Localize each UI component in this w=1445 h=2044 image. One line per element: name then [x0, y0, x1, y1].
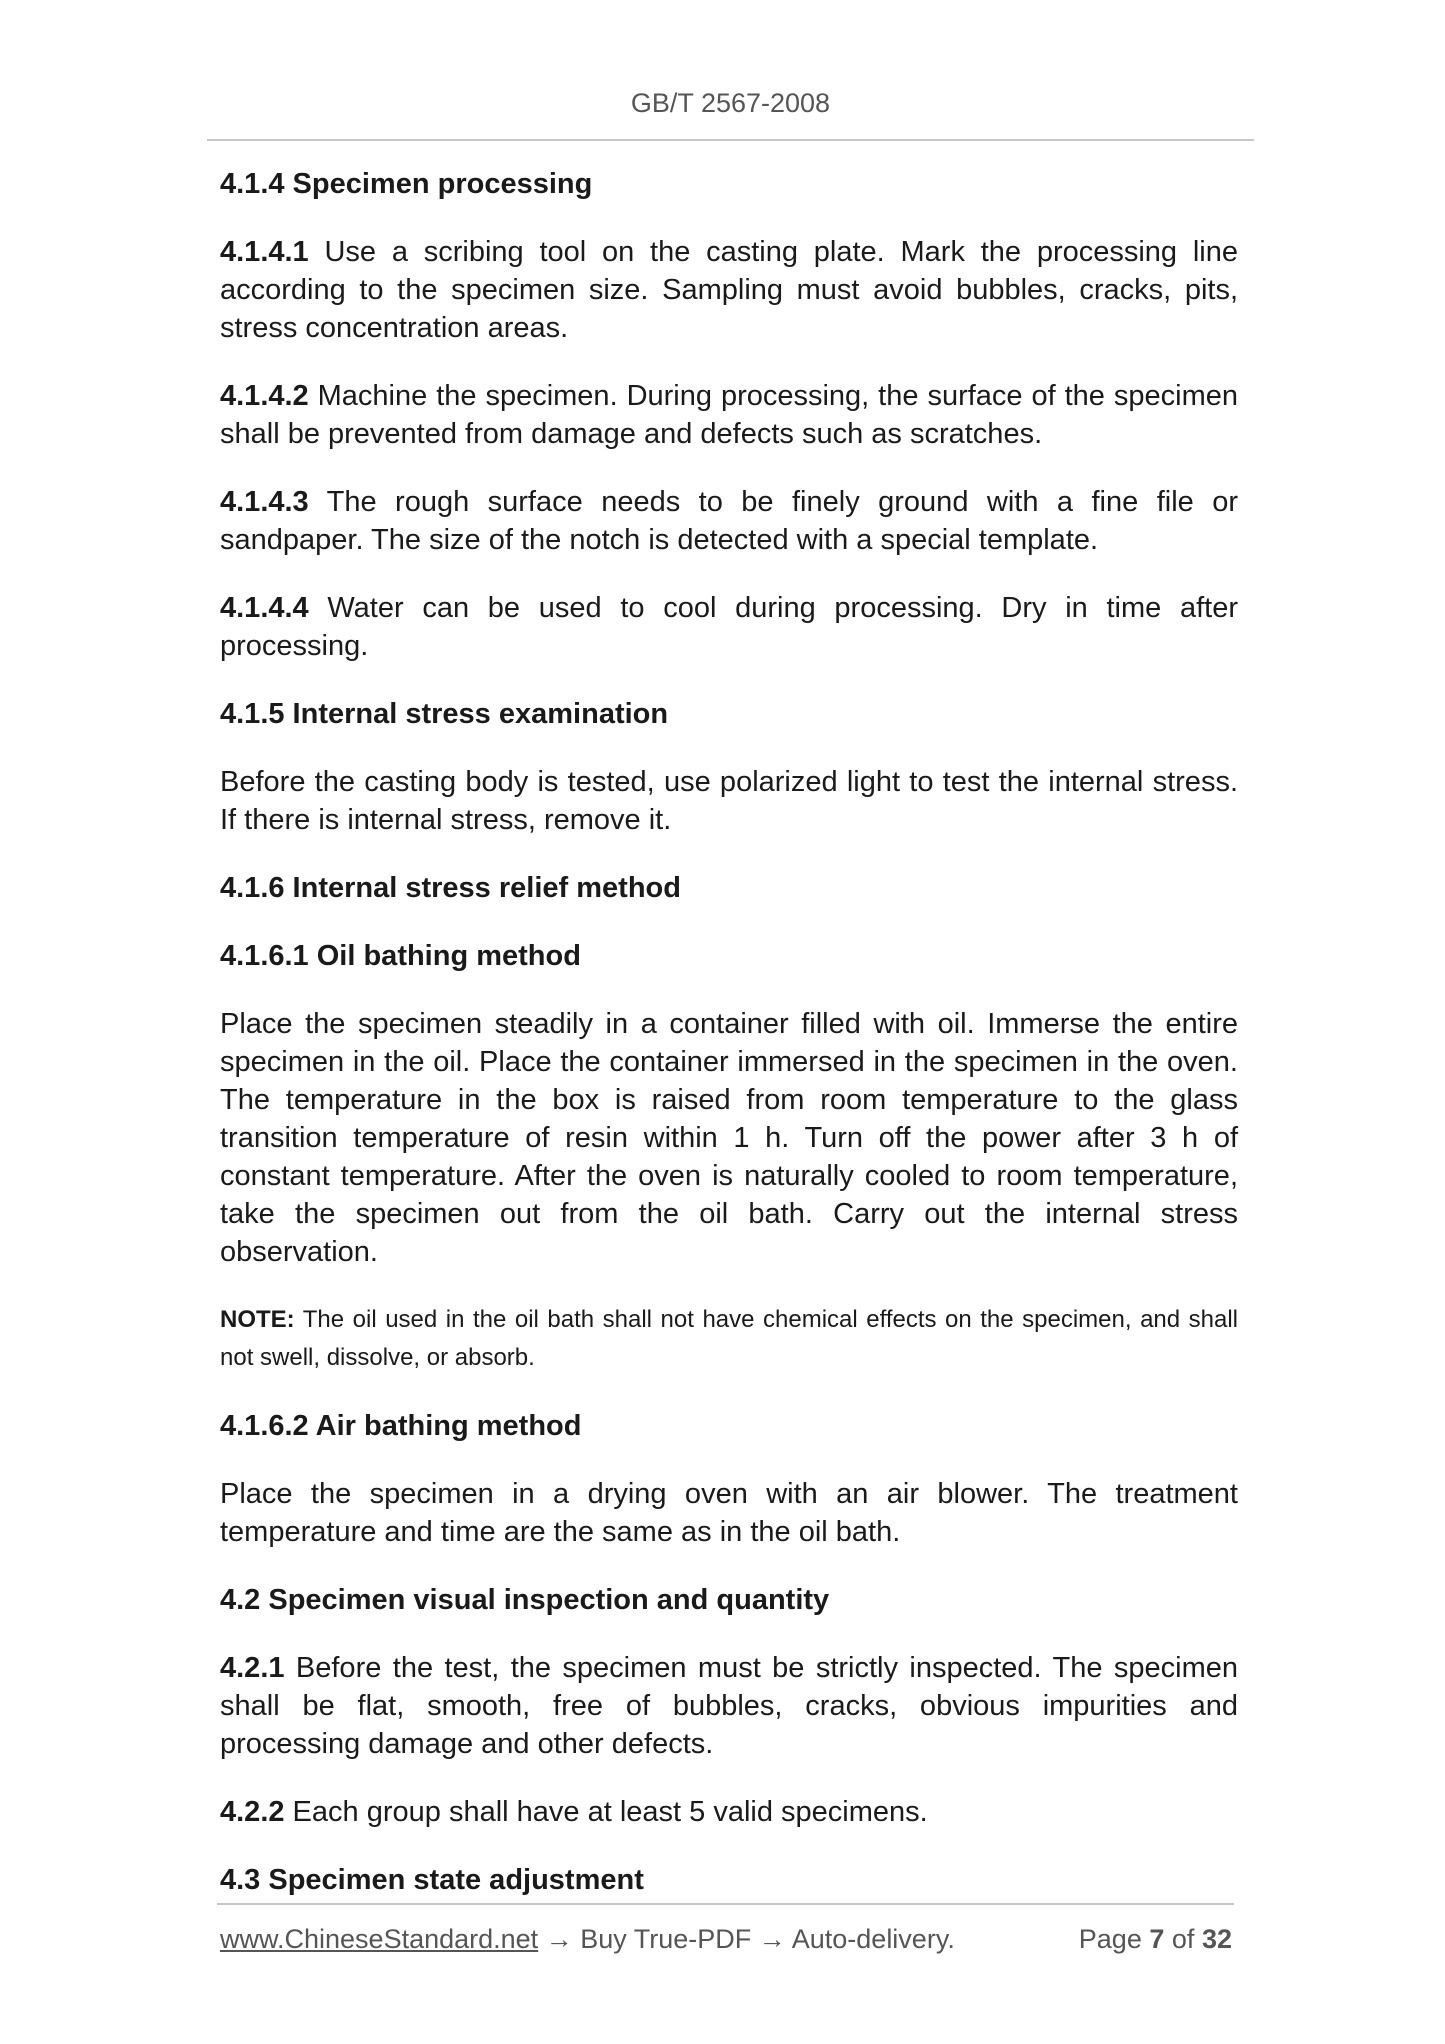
section-heading-4-2: 4.2 Specimen visual inspection and quantity: [220, 1584, 830, 1616]
clause-text: Before the test, the specimen must be strictly inspected. The specimen shall be flat, smooth, free of bubbles, cracks, obvious impurities and processing damage and other defects.: [220, 1652, 1238, 1760]
current-page: 7: [1149, 1924, 1165, 1954]
note-label: NOTE:: [220, 1306, 295, 1333]
paragraph-4-2-2: [220, 1793, 1238, 1831]
standard-code: GB/T 2567-2008: [630, 88, 831, 118]
section-heading-4-1-6: 4.1.6 Internal stress relief method: [220, 872, 681, 904]
page-of-label: of: [1171, 1924, 1195, 1954]
clause-number: 4.1.4.3: [220, 486, 309, 518]
paragraph-4-2-1: [220, 1649, 1238, 1763]
clause-number: 4.1.4.1: [220, 236, 309, 268]
document-body: [220, 165, 1238, 1929]
paragraph-4-1-6-2: Place the specimen in a drying oven with an air blower. The treatment temperature and time are the same as in the oil bath.: [220, 1478, 1238, 1548]
paragraph-4-1-6-1: Place the specimen steadily in a container filled with oil. Immerse the entire specimen in the oil. Place the container immersed in the specimen in the oven. The temperature in the box is raised from room temperature to the glass transition temperature of resin within 1 h. Turn off the power after 3 h of constant temperature. After the oven is naturally cooled to room temperature, take the specimen out from the oil bath. Carry out the internal stress observation.: [220, 1008, 1238, 1268]
clause-number: 4.1.4.2: [220, 380, 309, 412]
paragraph-4-1-4-2: [220, 377, 1238, 453]
clause-number: 4.1.4.4: [220, 592, 309, 624]
clause-number: 4.2.1: [220, 1652, 285, 1684]
page-header: [207, 88, 1254, 119]
clause-text: Use a scribing tool on the casting plate. Mark the processing line according to the specimen size. Sampling must avoid bubbles, cracks, pits, stress concentration areas.: [220, 236, 1238, 344]
section-heading-4-1-6-2: 4.1.6.2 Air bathing method: [220, 1410, 582, 1442]
section-heading-4-3: 4.3 Specimen state adjustment: [220, 1864, 644, 1896]
page-label: Page: [1078, 1924, 1142, 1954]
section-heading-4-1-5: 4.1.5 Internal stress examination: [220, 698, 669, 730]
section-heading-4-1-4: 4.1.4 Specimen processing: [220, 168, 593, 200]
clause-text: The rough surface needs to be finely ground with a fine file or sandpaper. The size of the notch is detected with a special template.: [220, 486, 1238, 556]
header-divider: [207, 139, 1254, 141]
page-indicator: [1079, 1924, 1232, 1955]
footer-divider: [217, 1903, 1234, 1905]
paragraph-4-1-4-4: [220, 589, 1238, 665]
clause-text: Each group shall have at least 5 valid specimens.: [284, 1796, 928, 1828]
section-heading-4-1-6-1: 4.1.6.1 Oil bathing method: [220, 940, 581, 972]
footer-tagline: → Buy True-PDF → Auto-delivery.: [538, 1924, 955, 1954]
clause-number: 4.2.2: [220, 1796, 285, 1828]
website-link[interactable]: www.ChineseStandard.net: [220, 1924, 539, 1954]
paragraph-4-1-5: Before the casting body is tested, use polarized light to test the internal stress. If there is internal stress, remove it.: [220, 766, 1238, 836]
paragraph-4-1-4-3: [220, 483, 1238, 559]
paragraph-4-1-4-1: [220, 233, 1238, 347]
note-text: The oil used in the oil bath shall not have chemical effects on the specimen, and shall not swell, dissolve, or absorb.: [220, 1306, 1238, 1371]
total-pages: 32: [1201, 1924, 1232, 1954]
clause-text: Machine the specimen. During processing, the surface of the specimen shall be prevented from damage and defects such as scratches.: [220, 380, 1238, 450]
footer-promo: [220, 1924, 955, 1955]
note: [220, 1301, 1238, 1377]
clause-text: Water can be used to cool during processing. Dry in time after processing.: [220, 592, 1238, 662]
